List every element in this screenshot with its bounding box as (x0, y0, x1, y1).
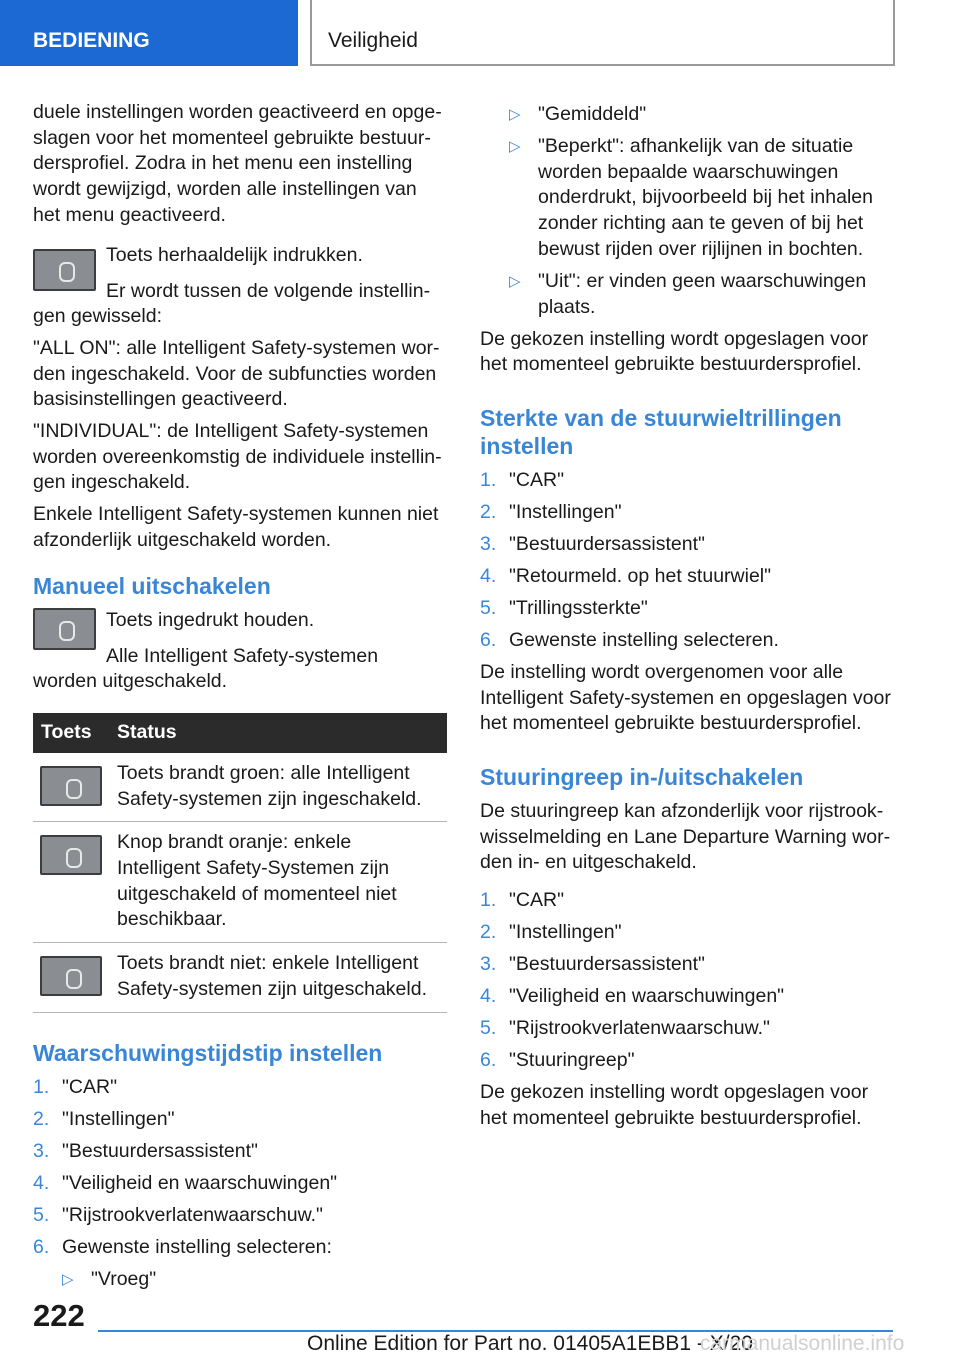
list-item (62, 1267, 447, 1293)
table-row (33, 943, 447, 1012)
list-item (509, 134, 894, 263)
list-item (480, 628, 894, 654)
chapter-tab: Veiligheid (310, 0, 895, 66)
steering-text: De stuuringreep kan afzonderlijk voor rijstrookwisselmelding en Lane Departure Warning worden in- en uitgeschakeld. (480, 800, 891, 874)
list-item (480, 920, 894, 946)
triangle-right-icon: ▷ (62, 1270, 74, 1288)
step-number: 1. (480, 468, 497, 491)
step-text: "Trillingssterkte" (509, 596, 648, 619)
option-text: "Vroeg" (91, 1267, 157, 1290)
step-text: "Bestuurdersassistent" (62, 1139, 258, 1162)
step-number: 3. (480, 532, 497, 555)
list-item (33, 1235, 447, 1261)
option-list (480, 102, 894, 320)
step-text: "Instellingen" (509, 500, 622, 523)
step-text: "CAR" (509, 889, 565, 912)
saved-text: De gekozen instelling wordt opgeslagen voor het momenteel gebruikte bestuurdersprofiel. (480, 1081, 869, 1129)
step-text: "Rijstrookverlatenwaarschuw." (62, 1203, 323, 1226)
step-text: "CAR" (509, 468, 565, 491)
vibration-steps (480, 468, 894, 654)
status-cell: Toets brandt groen: alle Intelligent Safety-systemen zijn ingeschakeld. (109, 753, 447, 822)
option-text: "Uit": er vinden geen waarschuwingen plaats. (538, 269, 867, 318)
all-off-text: Alle Intelligent Safety-systemen worden uitgeschakeld. (33, 644, 379, 693)
list-item (480, 596, 894, 622)
step-text: "Veiligheid en waarschuwingen" (62, 1171, 338, 1194)
step-text: "CAR" (62, 1075, 118, 1098)
step-number: 2. (33, 1107, 50, 1130)
list-item (480, 500, 894, 526)
step-number: 1. (480, 889, 497, 912)
button-orange-icon (40, 835, 102, 875)
step-text: "Stuuringreep" (509, 1049, 635, 1072)
watermark: carmanualsonline.info (700, 1332, 905, 1355)
column-header-status: Status (109, 713, 447, 753)
edition-text: Online Edition for Part no. 01405A1EBB1 - X/20 (307, 1332, 753, 1355)
section-tab: BEDIENING (0, 0, 298, 66)
table-row (33, 753, 447, 822)
right-column (480, 100, 894, 1138)
option-text: "Gemiddeld" (538, 103, 647, 125)
step-number: 3. (480, 953, 497, 976)
option-text: "Beperkt": afhankelijk van de situatie worden bepaalde waarschuwingen onderdrukt, bijvoorbeeld bij het inhalen zonder richting aan te geven of bij het bewust rijden over rijlijnen in bochten. (538, 135, 873, 260)
list-item (509, 269, 894, 320)
step-number: 5. (33, 1203, 50, 1226)
taken-over-text: De instelling wordt overgenomen voor alle Intelligent Safety-systemen en opgeslagen voor het momenteel gebruikte bestuurdersprofiel. (480, 660, 891, 735)
step-text: Gewenste instelling selecteren: (62, 1235, 332, 1258)
step-number: 2. (480, 500, 497, 523)
table-header-row (33, 713, 447, 753)
status-table (33, 713, 447, 1013)
list-item (480, 564, 894, 590)
step-number: 4. (33, 1171, 50, 1194)
intro-paragraph: duele instellingen worden geactiveerd en opgeslagen voor het momenteel gebruikte bestuurdersprofiel. Zodra in het menu een instelling wordt gewijzigd, worden alle instellingen van het menu geactiveerd. (33, 101, 442, 226)
heading-manual-off: Manueel uitschakelen (33, 572, 271, 599)
heading-warning-time: Waarschuwingstijdstip instellen (33, 1039, 383, 1066)
list-item (480, 1016, 894, 1042)
press-repeat-text: Toets herhaaldelijk indrukken. (106, 243, 363, 266)
step-text: "Veiligheid en waarschuwingen" (509, 985, 785, 1008)
list-item (480, 888, 894, 914)
triangle-right-icon: ▷ (509, 138, 521, 155)
step-number: 3. (33, 1139, 50, 1162)
list-item (480, 952, 894, 978)
status-cell: Toets brandt niet: enkele Intelligent Safety-systemen zijn uitgeschakeld. (109, 943, 447, 1012)
button-green-icon (40, 766, 102, 806)
button-off-icon (40, 956, 102, 996)
step-number: 2. (480, 921, 497, 944)
step-number: 4. (480, 985, 497, 1008)
steering-steps (480, 888, 894, 1074)
step-number: 6. (480, 628, 497, 651)
list-item (480, 1048, 894, 1074)
page-number: 222 (33, 1298, 85, 1333)
list-item (33, 1203, 447, 1229)
heading-steering: Stuuringreep in-/uitschakelen (480, 764, 804, 791)
list-item (33, 1139, 447, 1165)
step-text: "Retourmeld. op het stuurwiel" (509, 564, 772, 587)
table-row (33, 822, 447, 943)
left-column (33, 100, 447, 1299)
list-item (480, 468, 894, 494)
step-number: 6. (480, 1049, 497, 1072)
step-text: "Rijstrookverlatenwaarschuw." (509, 1017, 770, 1040)
triangle-right-icon: ▷ (509, 272, 521, 290)
list-item (480, 532, 894, 558)
list-item (480, 984, 894, 1010)
heading-vibration: Sterkte van de stuurwieltrillingen instellen (480, 404, 842, 459)
option-list (33, 1267, 447, 1293)
warning-time-steps (33, 1075, 447, 1261)
step-text: "Bestuurdersassistent" (509, 532, 705, 555)
saved-text: De gekozen instelling wordt opgeslagen voor het momenteel gebruikte bestuurdersprofiel. (480, 327, 869, 376)
status-cell: Knop brandt oranje: enkele Intelligent Safety-Systemen zijn uitgeschakeld of momenteel niet beschikbaar. (109, 822, 447, 943)
step-text: "Instellingen" (509, 921, 622, 944)
some-off-text: Enkele Intelligent Safety-systemen kunnen niet afzonderlijk uitgeschakeld worden. (33, 503, 439, 551)
intelligent-safety-button-icon (33, 608, 96, 650)
step-text: Gewenste instelling selecteren. (509, 628, 779, 651)
triangle-right-icon: ▷ (509, 106, 521, 123)
list-item (33, 1171, 447, 1197)
press-hold-text: Toets ingedrukt houden. (106, 608, 315, 631)
step-number: 6. (33, 1235, 50, 1258)
list-item (509, 102, 894, 128)
all-on-text: "ALL ON": alle Intelligent Safety-systemen worden ingeschakeld. Voor de subfuncties worden basisinstellingen geactiveerd. (33, 336, 440, 411)
step-number: 5. (480, 1017, 497, 1040)
individual-text: "INDIVIDUAL": de Intelligent Safety-systemen worden overeenkomstig de individuele instellingen ingeschakeld. (33, 420, 442, 494)
step-number: 4. (480, 564, 497, 587)
step-text: "Instellingen" (62, 1107, 175, 1130)
intelligent-safety-button-icon (33, 249, 96, 291)
step-text: "Bestuurdersassistent" (509, 953, 705, 976)
step-number: 5. (480, 596, 497, 619)
column-header-key: Toets (33, 713, 109, 753)
list-item (33, 1075, 447, 1101)
page-header (0, 0, 960, 66)
step-number: 1. (33, 1075, 50, 1098)
switch-between-text: Er wordt tussen de volgende instellingen gewisseld: (33, 279, 431, 328)
list-item (33, 1107, 447, 1133)
